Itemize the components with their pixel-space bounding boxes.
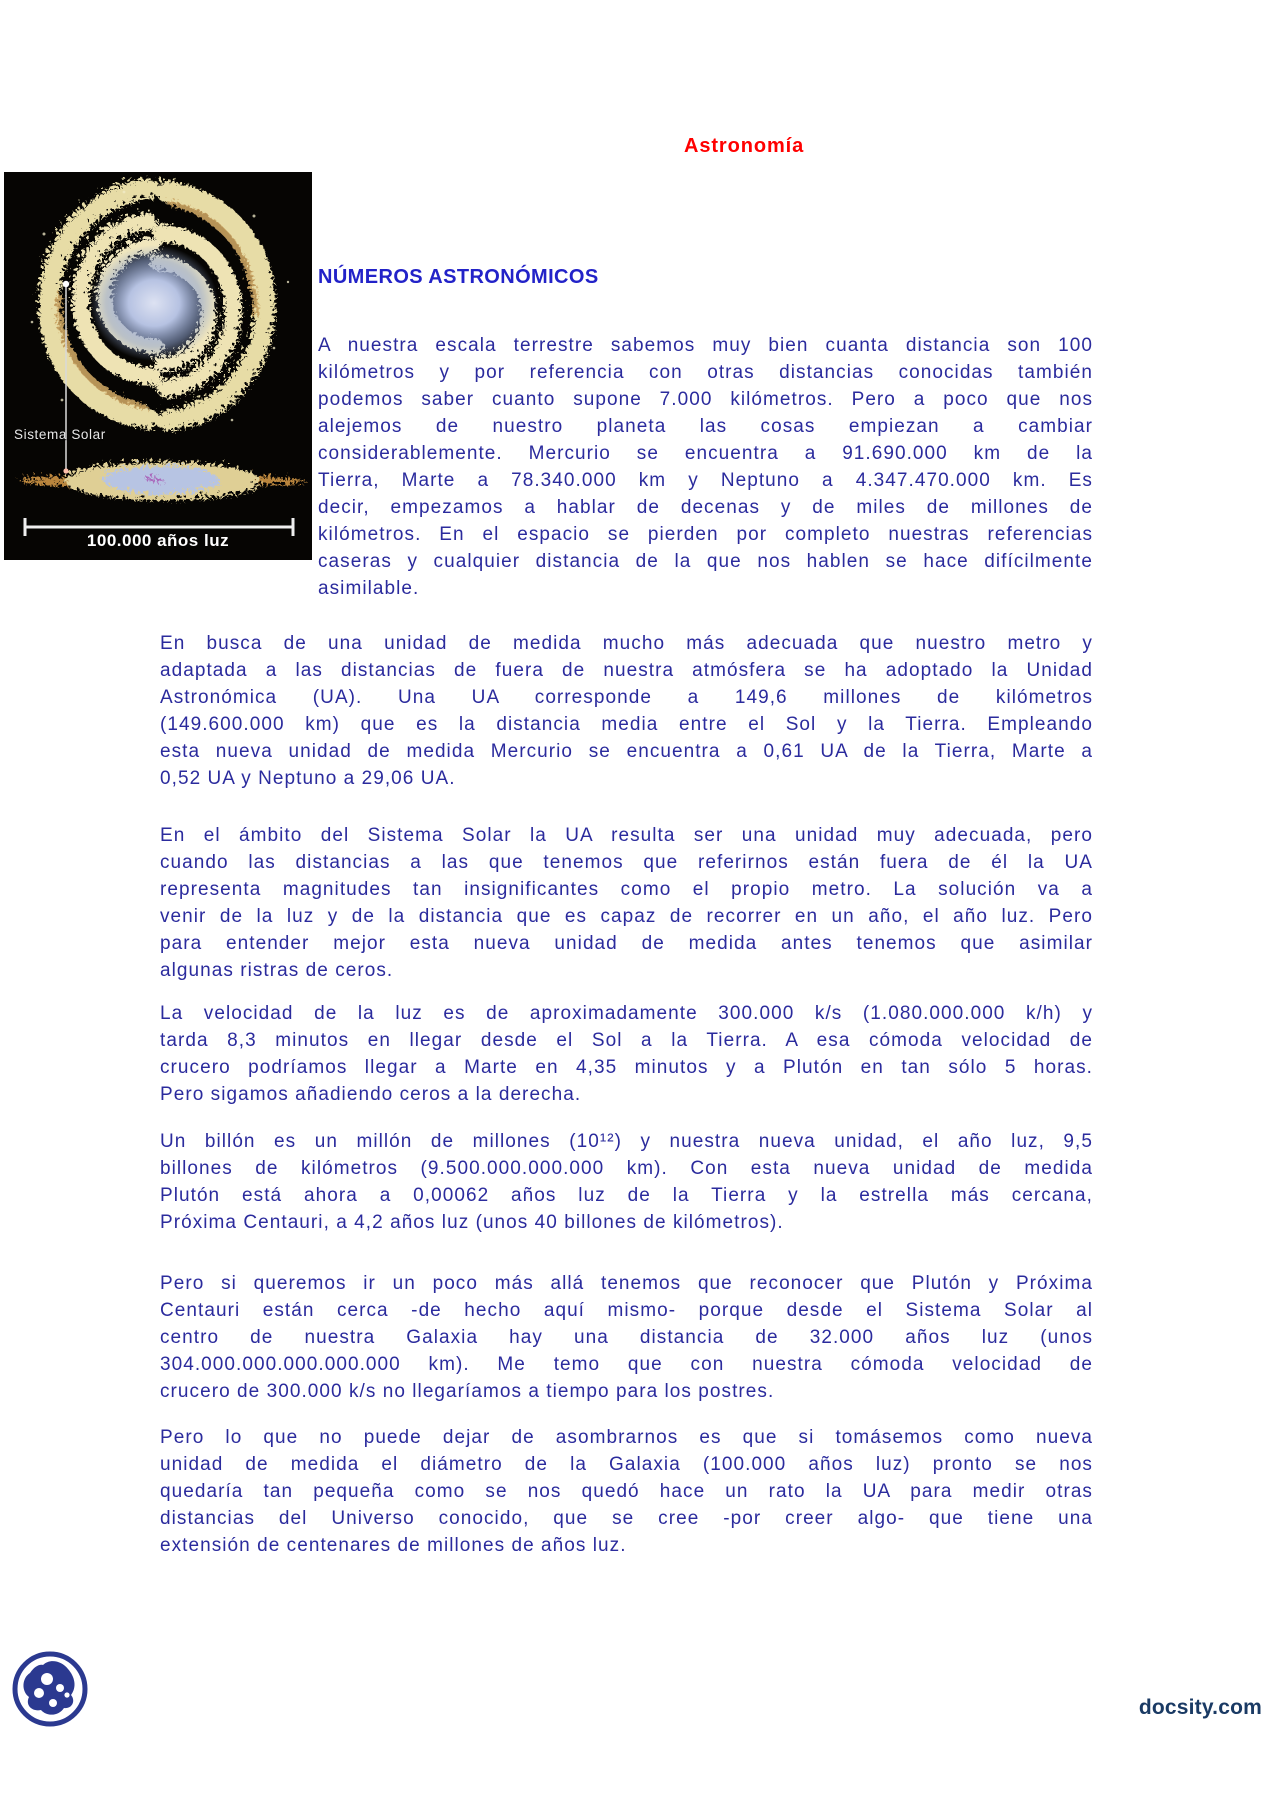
text-line: unidad de medida el diámetro de la Galaxia (100.000 años luz) pronto se nos — [160, 1454, 1093, 1475]
text-line: considerablemente. Mercurio se encuentra a 91.690.000 km de la — [318, 443, 1093, 464]
docsity-watermark: docsity.com — [1138, 1696, 1262, 1719]
text-line: Pero si queremos ir un poco más allá tenemos que reconocer que Plutón y Próxima — [160, 1273, 1093, 1294]
text-line: tarda 8,3 minutos en llegar desde el Sol a la Tierra. A esa cómoda velocidad de — [160, 1030, 1093, 1051]
text-line: Pero lo que no puede dejar de asombrarnos es que si tomásemos como nueva — [160, 1427, 1093, 1448]
text-line: centro de nuestra Galaxia hay una distancia de 32.000 años luz (unos — [160, 1327, 1093, 1348]
text-line: kilómetros y por referencia con otras distancias conocidas también — [318, 362, 1093, 383]
text-line: cuando las distancias a las que tenemos que referirnos están fuera de él la UA — [160, 852, 1093, 873]
text-line: Un billón es un millón de millones (10¹²) y nuestra nueva unidad, el año luz, 9,5 — [160, 1131, 1093, 1152]
text-line: A nuestra escala terrestre sabemos muy bien cuanta distancia son 100 — [318, 335, 1093, 356]
text-line: Astronómica (UA). Una UA corresponde a 149,6 millones de kilómetros — [160, 687, 1093, 708]
text-line: 304.000.000.000.000.000 km). Me temo que con nuestra cómoda velocidad de — [160, 1354, 1093, 1375]
text-line: asimilable. — [318, 578, 420, 599]
text-line: alejemos de nuestro planeta las cosas empiezan a cambiar — [318, 416, 1093, 437]
galaxy-figure — [4, 172, 312, 560]
page-title: Astronomía — [684, 135, 805, 157]
paragraph-3 — [160, 822, 1093, 984]
text-line: 0,52 UA y Neptuno a 29,06 UA. — [160, 768, 456, 789]
text-line: Pero sigamos añadiendo ceros a la derecha. — [160, 1084, 582, 1105]
galaxy-illustration — [4, 172, 312, 560]
text-line: extensión de centenares de millones de años luz. — [160, 1535, 627, 1556]
text-line: billones de kilómetros (9.500.000.000.000 km). Con esta nueva unidad de medida — [160, 1158, 1093, 1179]
paragraph-6 — [160, 1270, 1093, 1405]
text-line: Centauri están cerca -de hecho aquí mismo- porque desde el Sistema Solar al — [160, 1300, 1093, 1321]
text-line: caseras y cualquier distancia de la que nos hablen se hace difícilmente — [318, 551, 1093, 572]
text-line: (149.600.000 km) que es la distancia media entre el Sol y la Tierra. Empleando — [160, 714, 1093, 735]
text-line: quedaría tan pequeña como se nos quedó hace un rato la UA para medir otras — [160, 1481, 1093, 1502]
text-line: venir de la luz y de la distancia que es capaz de recorrer en un año, el año luz. Pero — [160, 906, 1093, 927]
scale-label: 100.000 años luz — [86, 531, 230, 550]
text-line: Tierra, Marte a 78.340.000 km y Neptuno a 4.347.470.000 km. Es — [318, 470, 1093, 491]
text-line: crucero podríamos llegar a Marte en 4,35 minutos y a Plutón en tan sólo 5 horas. — [160, 1057, 1093, 1078]
text-line: algunas ristras de ceros. — [160, 960, 394, 981]
paragraph-5 — [160, 1128, 1093, 1236]
text-line: esta nueva unidad de medida Mercurio se encuentra a 0,61 UA de la Tierra, Marte a — [160, 741, 1093, 762]
section-heading: NÚMEROS ASTRONÓMICOS — [318, 266, 599, 288]
text-line: kilómetros. En el espacio se pierden por completo nuestras referencias — [318, 524, 1093, 545]
text-line: En busca de una unidad de medida mucho más adecuada que nuestro metro y — [160, 633, 1093, 654]
text-line: Plutón está ahora a 0,00062 años luz de la Tierra y la estrella más cercana, — [160, 1185, 1093, 1206]
text-line: adaptada a las distancias de fuera de nuestra atmósfera se ha adoptado la Unidad — [160, 660, 1093, 681]
paragraph-1 — [318, 332, 1093, 602]
paragraph-7 — [160, 1424, 1093, 1559]
text-line: podemos saber cuanto supone 7.000 kilómetros. Pero a poco que nos — [318, 389, 1093, 410]
text-line: crucero de 300.000 k/s no llegaríamos a tiempo para los postres. — [160, 1381, 775, 1402]
text-line: distancias del Universo conocido, que se cree -por creer algo- que tiene una — [160, 1508, 1093, 1529]
paragraph-2 — [160, 630, 1093, 792]
sistema-solar-label: Sistema Solar — [14, 427, 106, 442]
text-line: para entender mejor esta nueva unidad de medida antes tenemos que asimilar — [160, 933, 1093, 954]
galaxy-core — [90, 245, 218, 361]
text-line: La velocidad de la luz es de aproximadamente 300.000 k/s (1.080.000.000 k/h) y — [160, 1003, 1093, 1024]
paragraph-4 — [160, 1000, 1093, 1108]
docsity-logo-icon — [9, 1648, 91, 1730]
text-line: En el ámbito del Sistema Solar la UA resulta ser una unidad muy adecuada, pero — [160, 825, 1093, 846]
text-line: representa magnitudes tan insignificantes como el propio metro. La solución va a — [160, 879, 1093, 900]
text-line: decir, empezamos a hablar de decenas y de miles de millones de — [318, 497, 1093, 518]
text-line: Próxima Centauri, a 4,2 años luz (unos 40 billones de kilómetros). — [160, 1212, 784, 1233]
